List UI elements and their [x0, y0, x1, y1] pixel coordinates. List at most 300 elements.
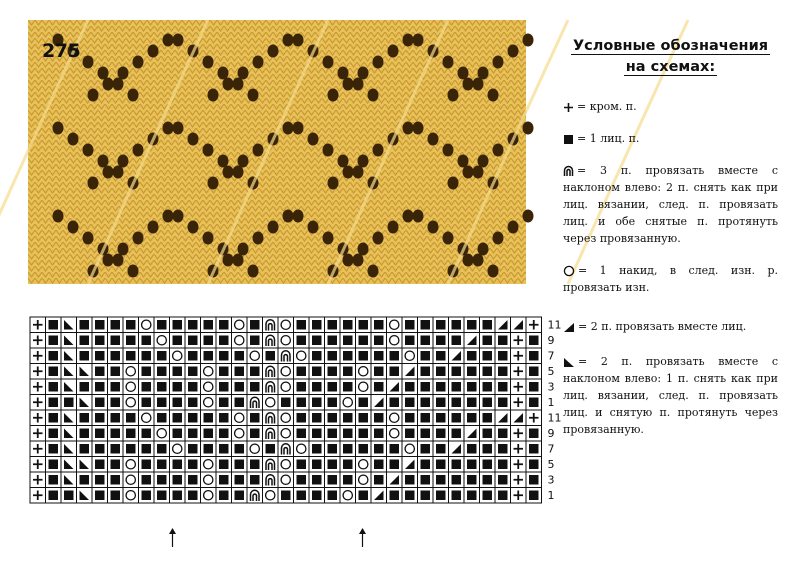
chart-cell	[449, 410, 465, 426]
chart-cell	[526, 472, 542, 488]
chart-cell	[123, 441, 139, 457]
chart-cell	[123, 488, 139, 504]
chart-cell	[201, 426, 217, 442]
chart-cell	[418, 472, 434, 488]
chart-cell	[309, 379, 325, 395]
chart-cell	[247, 395, 263, 411]
chart-cell	[511, 472, 527, 488]
chart-cell	[123, 457, 139, 473]
chart-cell	[139, 472, 155, 488]
chart-cell	[464, 395, 480, 411]
chart-cell	[294, 364, 310, 380]
legend-text-skp: = 2 п. провязать вместе с наклоном влево: 1 п. снять как при лиц. вязании, след. п. провязать лиц. и снятую п. протянуть через провязанную.	[563, 355, 778, 436]
chart-cell	[61, 426, 77, 442]
legend	[563, 36, 778, 453]
chart-cell	[278, 333, 294, 349]
chart-cell	[402, 317, 418, 333]
chart-cell	[263, 317, 279, 333]
chart-cell	[495, 364, 511, 380]
chart-cell	[480, 457, 496, 473]
chart-cell	[433, 410, 449, 426]
row-number: 5	[547, 365, 555, 379]
chart-cell	[201, 457, 217, 473]
chart-cell	[464, 348, 480, 364]
chart-cell	[340, 348, 356, 364]
chart-cell	[201, 348, 217, 364]
chart-cell	[278, 364, 294, 380]
chart-cell	[247, 472, 263, 488]
chart-cell	[30, 395, 46, 411]
chart-cell	[340, 379, 356, 395]
knitting-sample-photo	[28, 20, 526, 284]
chart-cell	[232, 333, 248, 349]
chart-cell	[309, 364, 325, 380]
chart-cell	[46, 426, 62, 442]
chart-cell	[77, 317, 93, 333]
chart-cell	[511, 317, 527, 333]
chart-cell	[30, 379, 46, 395]
chart-cell	[30, 364, 46, 380]
chart-cell	[139, 364, 155, 380]
row-number: 9	[547, 427, 555, 441]
chart-cell	[154, 317, 170, 333]
chart-cell	[201, 317, 217, 333]
chart-cell	[232, 441, 248, 457]
chart-cell	[108, 379, 124, 395]
chart-cell	[495, 348, 511, 364]
chart-cell	[170, 488, 186, 504]
chart-cell	[433, 488, 449, 504]
chart-cell	[170, 395, 186, 411]
chart-cell	[61, 410, 77, 426]
chart-cell	[170, 457, 186, 473]
chart-cell	[30, 441, 46, 457]
chart-cell	[154, 333, 170, 349]
chart-cell	[387, 472, 403, 488]
chart-cell	[247, 488, 263, 504]
chart-cell	[511, 410, 527, 426]
chart-cell	[201, 395, 217, 411]
chart-cell	[61, 317, 77, 333]
chart-cell	[46, 317, 62, 333]
legend-text-yarn-over: = 1 накид, в след. изн. р. провязать изн.	[563, 264, 778, 294]
chart-cell	[480, 364, 496, 380]
chart-cell	[108, 488, 124, 504]
chart-cell	[526, 364, 542, 380]
chart-cell	[356, 379, 372, 395]
chart-cell	[263, 395, 279, 411]
chart-cell	[309, 472, 325, 488]
pattern-number: 275	[42, 40, 81, 62]
chart-cell	[449, 333, 465, 349]
chart-cell	[480, 441, 496, 457]
chart-cell	[402, 410, 418, 426]
chart-cell	[449, 317, 465, 333]
chart-cell	[526, 457, 542, 473]
chart-cell	[154, 441, 170, 457]
chart-cell	[170, 333, 186, 349]
chart-cell	[480, 348, 496, 364]
chart-cell	[232, 395, 248, 411]
chart-cell	[387, 488, 403, 504]
chart-cell	[247, 333, 263, 349]
chart-cell	[309, 317, 325, 333]
chart-cell	[263, 441, 279, 457]
chart-cell	[170, 317, 186, 333]
chart-cell	[92, 488, 108, 504]
chart-cell	[511, 426, 527, 442]
chart-cell	[61, 395, 77, 411]
chart-cell	[92, 472, 108, 488]
chart-cell	[464, 472, 480, 488]
chart-cell	[232, 472, 248, 488]
chart-cell	[77, 395, 93, 411]
chart-cell	[278, 457, 294, 473]
chart-cell	[294, 426, 310, 442]
chart-cell	[495, 472, 511, 488]
chart-cell	[30, 348, 46, 364]
chart-cell	[418, 410, 434, 426]
chart-cell	[170, 364, 186, 380]
legend-item-skp	[563, 353, 778, 438]
chart-cell	[526, 379, 542, 395]
legend-item-edge-stitch	[563, 98, 778, 115]
chart-cell	[340, 441, 356, 457]
repeat-start-arrow-icon	[168, 528, 177, 548]
chart-cell	[247, 317, 263, 333]
chart-cell	[278, 395, 294, 411]
chart-cell	[449, 488, 465, 504]
chart-cell	[309, 426, 325, 442]
chart-cell	[433, 426, 449, 442]
chart-cell	[371, 441, 387, 457]
filled-square-icon	[563, 134, 574, 145]
chart-cell	[387, 364, 403, 380]
chart-cell	[294, 395, 310, 411]
knitting-chart	[30, 317, 562, 531]
chart-cell	[123, 364, 139, 380]
chart-cell	[325, 379, 341, 395]
chart-cell	[30, 488, 46, 504]
chart-cell	[247, 379, 263, 395]
chart-cell	[387, 410, 403, 426]
chart-cell	[356, 348, 372, 364]
legend-item-knit-stitch	[563, 130, 778, 147]
chart-cell	[387, 379, 403, 395]
chart-cell	[123, 348, 139, 364]
chart-cell	[108, 364, 124, 380]
chart-cell	[526, 333, 542, 349]
row-number: 7	[547, 442, 555, 456]
chart-cell	[232, 379, 248, 395]
chart-cell	[216, 441, 232, 457]
chart-cell	[480, 426, 496, 442]
row-number: 1	[547, 396, 555, 410]
chart-cell	[371, 426, 387, 442]
chart-cell	[185, 317, 201, 333]
chart-cell	[46, 472, 62, 488]
legend-text-edge-stitch: = кром. п.	[577, 100, 637, 113]
chart-cell	[402, 472, 418, 488]
chart-cell	[294, 333, 310, 349]
chart-cell	[77, 333, 93, 349]
chart-cell	[30, 333, 46, 349]
chart-cell	[480, 379, 496, 395]
chart-cell	[387, 426, 403, 442]
chart-cell	[154, 457, 170, 473]
chart-cell	[371, 317, 387, 333]
triangle-left-icon	[563, 357, 575, 368]
chart-cell	[30, 426, 46, 442]
chart-cell	[356, 410, 372, 426]
chart-cell	[61, 472, 77, 488]
chart-cell	[139, 333, 155, 349]
chart-cell	[294, 488, 310, 504]
chart-cell	[402, 488, 418, 504]
chart-cell	[263, 426, 279, 442]
chart-cell	[480, 410, 496, 426]
chart-cell	[46, 348, 62, 364]
chart-cell	[356, 457, 372, 473]
chart-cell	[92, 333, 108, 349]
chart-cell	[185, 348, 201, 364]
chart-cell	[139, 379, 155, 395]
chart-cell	[185, 379, 201, 395]
chart-cell	[216, 426, 232, 442]
chart-cell	[325, 333, 341, 349]
chart-cell	[154, 395, 170, 411]
chart-cell	[154, 426, 170, 442]
legend-item-k2tog	[563, 318, 778, 335]
chart-cell	[356, 488, 372, 504]
chart-cell	[232, 317, 248, 333]
chart-cell	[294, 457, 310, 473]
chart-cell	[216, 457, 232, 473]
chart-cell	[340, 333, 356, 349]
chart-cell	[154, 379, 170, 395]
chart-cell	[201, 333, 217, 349]
chart-cell	[247, 457, 263, 473]
chart-cell	[139, 426, 155, 442]
chart-cell	[216, 333, 232, 349]
chart-cell	[464, 441, 480, 457]
chart-cell	[61, 441, 77, 457]
chart-cell	[418, 348, 434, 364]
chart-cell	[418, 457, 434, 473]
chart-cell	[46, 410, 62, 426]
chart-cell	[480, 472, 496, 488]
row-number: 11	[547, 318, 562, 332]
legend-title-line1: Условные обозначения	[572, 38, 769, 54]
chart-cell	[77, 364, 93, 380]
chart-cell	[526, 441, 542, 457]
chart-cell	[340, 395, 356, 411]
chart-cell	[139, 488, 155, 504]
chart-cell	[232, 410, 248, 426]
chart-cell	[402, 395, 418, 411]
chart-cell	[216, 395, 232, 411]
chart-cell	[418, 317, 434, 333]
chart-cell	[92, 379, 108, 395]
chart-cell	[464, 488, 480, 504]
legend-text-k2tog: = 2 п. провязать вместе лиц.	[578, 320, 747, 333]
chart-cell	[170, 472, 186, 488]
chart-cell	[216, 379, 232, 395]
chart-cell	[278, 410, 294, 426]
chart-cell	[511, 379, 527, 395]
chart-cell	[30, 317, 46, 333]
chart-cell	[61, 364, 77, 380]
chart-cell	[309, 488, 325, 504]
chart-cell	[356, 317, 372, 333]
chart-cell	[402, 364, 418, 380]
chart-cell	[201, 472, 217, 488]
row-number: 9	[547, 334, 555, 348]
chart-cell	[77, 488, 93, 504]
chart-cell	[433, 348, 449, 364]
row-number: 3	[547, 380, 555, 394]
chart-cell	[511, 364, 527, 380]
chart-cell	[294, 410, 310, 426]
chart-cell	[356, 472, 372, 488]
repeat-end-arrow-icon	[358, 528, 367, 548]
chart-cell	[495, 426, 511, 442]
chart-cell	[278, 317, 294, 333]
chart-cell	[201, 441, 217, 457]
row-number: 1	[547, 489, 555, 503]
chart-cell	[325, 317, 341, 333]
chart-cell	[418, 426, 434, 442]
chart-cell	[495, 441, 511, 457]
chart-cell	[77, 472, 93, 488]
chart-cell	[232, 457, 248, 473]
chart-cell	[356, 441, 372, 457]
chart-cell	[418, 333, 434, 349]
chart-cell	[480, 317, 496, 333]
chart-cell	[433, 317, 449, 333]
chart-cell	[263, 457, 279, 473]
chart-cell	[232, 488, 248, 504]
chart-cell	[526, 426, 542, 442]
chart-cell	[170, 441, 186, 457]
chart-cell	[294, 472, 310, 488]
chart-cell	[433, 364, 449, 380]
chart-cell	[263, 333, 279, 349]
chart-cell	[46, 379, 62, 395]
chart-cell	[216, 317, 232, 333]
chart-cell	[464, 410, 480, 426]
chart-cell	[61, 457, 77, 473]
chart-cell	[433, 395, 449, 411]
chart-cell	[356, 364, 372, 380]
legend-text-three-together: = 3 п. провязать вместе с наклоном влево: 2 п. снять как при лиц. вязании, след. п. провязать лиц. и обе снятые п. протянуть через провязанную.	[563, 164, 778, 245]
chart-cell	[418, 379, 434, 395]
chart-cell	[154, 348, 170, 364]
row-number: 11	[547, 411, 562, 425]
chart-cell	[511, 441, 527, 457]
chart-cell	[278, 426, 294, 442]
chart-cell	[511, 333, 527, 349]
chart-cell	[387, 395, 403, 411]
chart-cell	[263, 488, 279, 504]
chart-cell	[108, 317, 124, 333]
chart-cell	[139, 348, 155, 364]
chart-cell	[278, 348, 294, 364]
chart-cell	[449, 379, 465, 395]
chart-cell	[92, 317, 108, 333]
chart-cell	[433, 333, 449, 349]
chart-cell	[464, 457, 480, 473]
chart-cell	[325, 348, 341, 364]
chart-cell	[356, 426, 372, 442]
legend-item-three-together	[563, 162, 778, 247]
chart-cell	[402, 379, 418, 395]
chart-cell	[402, 333, 418, 349]
chart-cell	[371, 472, 387, 488]
chart-cell	[449, 426, 465, 442]
chart-cell	[495, 317, 511, 333]
chart-cell	[108, 333, 124, 349]
chart-cell	[356, 333, 372, 349]
chart-cell	[309, 410, 325, 426]
chart-cell	[92, 348, 108, 364]
chart-cell	[325, 441, 341, 457]
legend-item-yarn-over	[563, 262, 778, 296]
chart-cell	[418, 488, 434, 504]
chart-cell	[263, 379, 279, 395]
chart-cell	[108, 348, 124, 364]
chart-cell	[185, 488, 201, 504]
chart-cell	[77, 441, 93, 457]
chart-cell	[495, 410, 511, 426]
row-numbers	[548, 319, 562, 503]
chart-cell	[340, 426, 356, 442]
chart-cell	[263, 472, 279, 488]
chart-cell	[123, 410, 139, 426]
chart-cell	[92, 441, 108, 457]
chart-cell	[92, 364, 108, 380]
chart-cell	[201, 364, 217, 380]
chart-cell	[464, 426, 480, 442]
chart-cell	[464, 379, 480, 395]
chart-cell	[325, 426, 341, 442]
chart-cell	[216, 348, 232, 364]
chart-cell	[340, 410, 356, 426]
chart-cell	[77, 348, 93, 364]
chart-cell	[123, 426, 139, 442]
chart-cell	[495, 333, 511, 349]
triangle-right-icon	[563, 322, 575, 333]
chart-cell	[511, 348, 527, 364]
chart-cell	[108, 441, 124, 457]
chart-cell	[30, 472, 46, 488]
chart-cell	[325, 488, 341, 504]
chart-cell	[371, 488, 387, 504]
chart-cell	[511, 395, 527, 411]
chart-cell	[139, 457, 155, 473]
chart-cell	[387, 441, 403, 457]
chart-cell	[154, 472, 170, 488]
chart-cell	[154, 364, 170, 380]
chart-cell	[247, 364, 263, 380]
chart-cell	[185, 410, 201, 426]
chart-cell	[216, 364, 232, 380]
chart-cell	[216, 472, 232, 488]
chart-cell	[449, 395, 465, 411]
chart-cell	[46, 364, 62, 380]
chart-cell	[511, 457, 527, 473]
chart-cell	[263, 364, 279, 380]
